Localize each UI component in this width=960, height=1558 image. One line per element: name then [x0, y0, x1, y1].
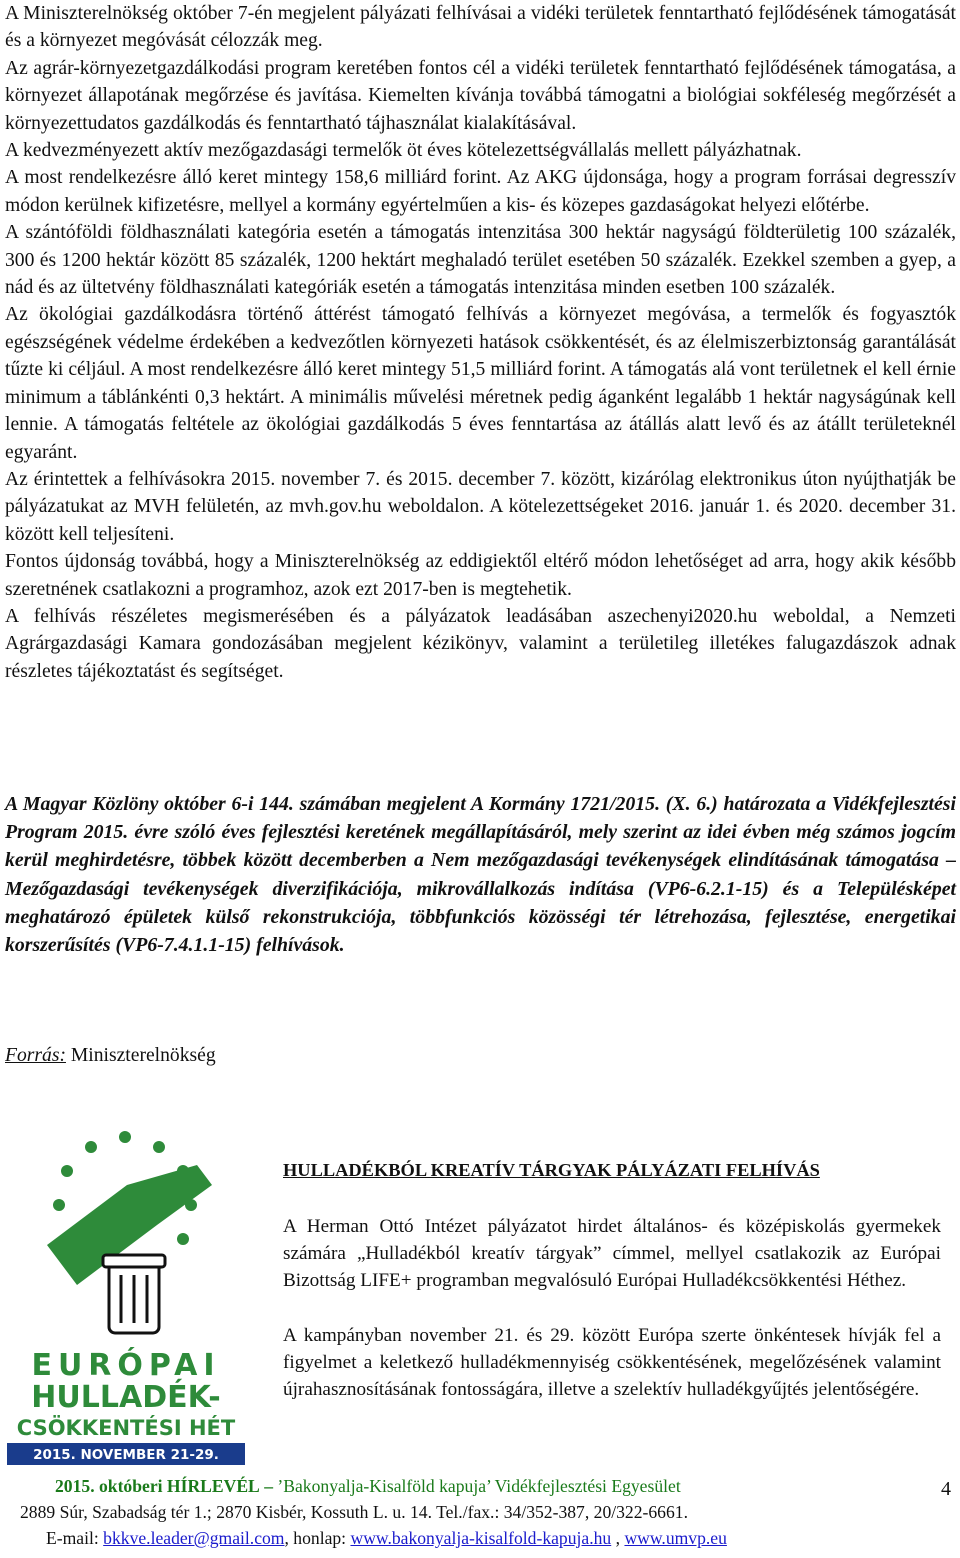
email-link[interactable]: bkkve.leader@gmail.com [103, 1528, 285, 1548]
newsletter-title: 2015. októberi HÍRLEVÉL [55, 1476, 260, 1496]
article-title: HULLADÉKBÓL KREATÍV TÁRGYAK PÁLYÁZATI FELHÍVÁS [283, 1160, 820, 1180]
website-link-1[interactable]: www.bakonyalja-kisalfold-kapuja.hu [350, 1528, 612, 1548]
article-paragraph: A kampányban november 21. és 29. között Európa szerte önkéntesek hívják fel a figyelmet a keletkező hulladékmennyiség csökkentésének, megelőzésének valamint újrahasznosításának fontosságára, illetve a szelektív hulladékgyűjtés jelentőségére. [283, 1324, 941, 1401]
body-text [5, 0, 956, 685]
link-separator: , [615, 1528, 621, 1548]
footer-address: 2889 Súr, Szabadság tér 1.; 2870 Kisbér, Kossuth L. u. 14. Tel./fax.: 34/352-387, 20/322-6661. [20, 1502, 688, 1522]
organization-name: ’Bakonyalja-Kisalföld kapuja’ Vidékfejlesztési Egyesület [277, 1476, 681, 1496]
paragraph: Az ökológiai gazdálkodásra történő áttérést támogató felhívás a környezet megóvása, a termelők és fogyasztók egészségének védelme érdekében a kedvezőtlen környezeti hatások csökkentését, és az élelmiszerbiztonság garantálását tűzte ki céljául. A most rendelkezésre álló keret mintegy 51,5 milliárd forint. A támogatás alá vont területnek el kell érnie minimum a táblánkénti 0,3 hektárt. A minimális művelési méretnek pedig áganként legalább 1 hektár nagyságúnak kell lennie. A támogatás feltétele az ökológiai gazdálkodás 5 éves fenntartása az átállás alatt levő és az átállt területeknél egyaránt. [5, 304, 956, 463]
announcement-paragraph: A Magyar Közlöny október 6-i 144. számában megjelent A Kormány 1721/2015. (X. 6.) határozata a Vidékfejlesztési Program 2015. évre szóló éves fejlesztési keretének megállapításáról, mely szerint az idei évben még számos jogcím kerül meghirdetésre, többek között decemberben a Nem mezőgazdasági tevékenységek elindításának támogatása – Mezőgazdasági tevékenységek diverzifikációja, mikrovállalkozás indítása (VP6-6.2.1-15) és a Településképet meghatározó épületek külső rekonstrukciója, többfunkciós közösségi tér létrehozása, fejlesztése, energetikai korszerűsítés (VP6-7.4.1.1-15) felhívások. [5, 793, 956, 957]
logo-line1: EURÓPAI [31, 1348, 221, 1383]
footer-dash: – [264, 1476, 273, 1496]
trash-bin-icon [103, 1255, 165, 1333]
waste-reduction-week-logo [7, 1125, 245, 1465]
logo-line3: CSÖKKENTÉSI HÉT [16, 1416, 236, 1440]
footer-line-3 [46, 1525, 727, 1552]
email-label: E-mail: [46, 1528, 99, 1548]
source-value: Miniszterelnökség [70, 1045, 216, 1066]
website-link-2[interactable]: www.umvp.eu [624, 1528, 727, 1548]
paragraph: A szántóföldi földhasználati kategória esetén a támogatás intenzitása 300 hektár nagyságú földterületig 100 százalék, 300 és 1200 hektár között 85 százalék, 1200 hektárt meghaladó terület esetében 50 százalék. Ezekkel szemben a gyep, a nád és az ültetvény földhasználati kategóriák esetén a támogatás intenzitása minden esetben 100 százalék. [5, 222, 956, 299]
article-text [283, 1213, 941, 1430]
source-line [5, 1042, 216, 1069]
announcement-block [5, 790, 956, 959]
paragraph: Az agrár-környezetgazdálkodási program keretében fontos cél a vidéki területek fenntartható fejlődésének támogatása, a környezet állapotának megőrzése és javítása. Kiemelten kívánja továbbá támogatni a biológiai sokféleség megőrzését a környezettudatos gazdálkodás és fenntartható tájhasználat kialakításával. [5, 57, 956, 134]
logo-line2: HULLADÉK- [31, 1380, 221, 1415]
paragraph: A Miniszterelnökség október 7-én megjelent pályázati felhívásai a vidéki területek fenntartható fejlődésének támogatását és a környezet megóvását célozzák meg. [5, 3, 956, 52]
web-label: , honlap: [284, 1528, 347, 1548]
footer-line-1 [55, 1473, 681, 1500]
paragraph: A most rendelkezésre álló keret mintegy 158,6 milliárd forint. Az AKG újdonsága, hogy a program forrásai degresszív módon kerülnek kifizetésre, mellyel a kormány egyértelműen a kis- és közepes gazdaságokat helyezi előtérbe. [5, 167, 956, 216]
source-label: Forrás: [5, 1045, 66, 1066]
logo-date: 2015. NOVEMBER 21-29. [33, 1447, 219, 1463]
paragraph: A kedvezményezett aktív mezőgazdasági termelők öt éves kötelezettségvállalás mellett pályázhatnak. [5, 140, 802, 162]
paragraph: Fontos újdonság továbbá, hogy a Miniszterelnökség az eddigiektől eltérő módon lehetőséget ad arra, hogy akik később szeretnének csatlakozni a programhoz, azok ezt 2017-ben is megtehetik. [5, 551, 956, 600]
article-paragraph: A Herman Ottó Intézet pályázatot hirdet általános- és középiskolás gyermekek számára „Hulladékból kreatív tárgyak” címmel, mellyel csatlakozik az Európai Bizottság LIFE+ programban megvalósuló Európai Hulladékcsökkentési Héthez. [283, 1216, 941, 1292]
paragraph: A felhívás részéletes megismerésében és a pályázatok leadásában aszechenyi2020.hu weboldal, a Nemzeti Agrárgazdasági Kamara gondozásában megjelent kézikönyv, valamint a területileg illetékes falugazdászok adnak részletes tájékoztatást és segítséget. [5, 605, 956, 682]
paragraph: Az érintettek a felhívásokra 2015. november 7. és 2015. december 7. között, kizárólag elektronikus úton nyújthatják be pályázatukat az MVH felületén, az mvh.gov.hu weboldalon. A kötelezettségeket 2016. január 1. és 2020. december 31. között kell teljesíteni. [5, 468, 956, 545]
page-number: 4 [941, 1478, 951, 1500]
